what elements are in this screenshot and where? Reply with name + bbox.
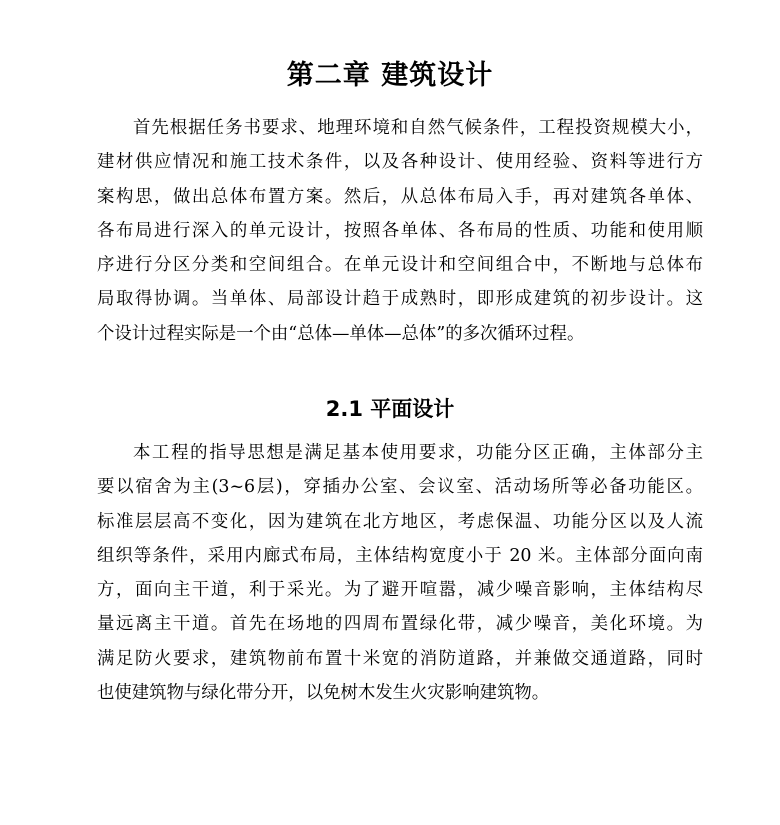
paragraph-line: 量远离主干道。首先在场地的四周布置绿化带，减少噪音，美化环境。为	[97, 614, 703, 635]
paragraph-line: 组织等条件，采用内廊式布局，主体结构宽度小于 20 米。主体部分面向南	[97, 545, 703, 566]
paragraph-line: 个设计过程实际是一个由“总体—单体—总体”的多次循环过程。	[97, 323, 585, 344]
paragraph-line: 序进行分区分类和空间组合。在单元设计和空间组合中，不断地与总体布	[97, 255, 703, 276]
paragraph-line: 首先根据任务书要求、地理环境和自然气候条件，工程投资规模大小，	[133, 118, 703, 138]
paragraph-line: 也使建筑物与绿化带分开，以免树木发生火灾影响建筑物。	[97, 683, 550, 704]
paragraph-line: 方，面向主干道，利于采光。为了避开喧嚣，减少噪音影响，主体结构尽	[97, 580, 703, 601]
section-paragraph	[97, 436, 703, 710]
intro-paragraph	[97, 111, 703, 351]
chapter-title: 第二章 建筑设计	[286, 60, 494, 91]
paragraph-line: 标准层层高不变化，因为建筑在北方地区，考虑保温、功能分区以及人流	[97, 511, 703, 532]
section-title: 2.1 平面设计	[325, 397, 455, 421]
paragraph-line: 案构思，做出总体布置方案。然后，从总体布局入手，再对建筑各单体、	[97, 186, 703, 207]
paragraph-line: 本工程的指导思想是满足基本使用要求，功能分区正确，主体部分主	[133, 443, 703, 463]
paragraph-line: 满足防火要求，建筑物前布置十米宽的消防道路，并兼做交通道路，同时	[97, 648, 703, 669]
paragraph-line: 建材供应情况和施工技术条件，以及各种设计、使用经验、资料等进行方	[97, 152, 703, 173]
paragraph-line: 局取得协调。当单体、局部设计趋于成熟时，即形成建筑的初步设计。这	[97, 289, 703, 310]
paragraph-line: 要以宿舍为主(3~6层)，穿插办公室、会议室、活动场所等必备功能区。	[97, 477, 703, 498]
paragraph-line: 各布局进行深入的单元设计，按照各单体、各布局的性质、功能和使用顺	[97, 220, 703, 241]
